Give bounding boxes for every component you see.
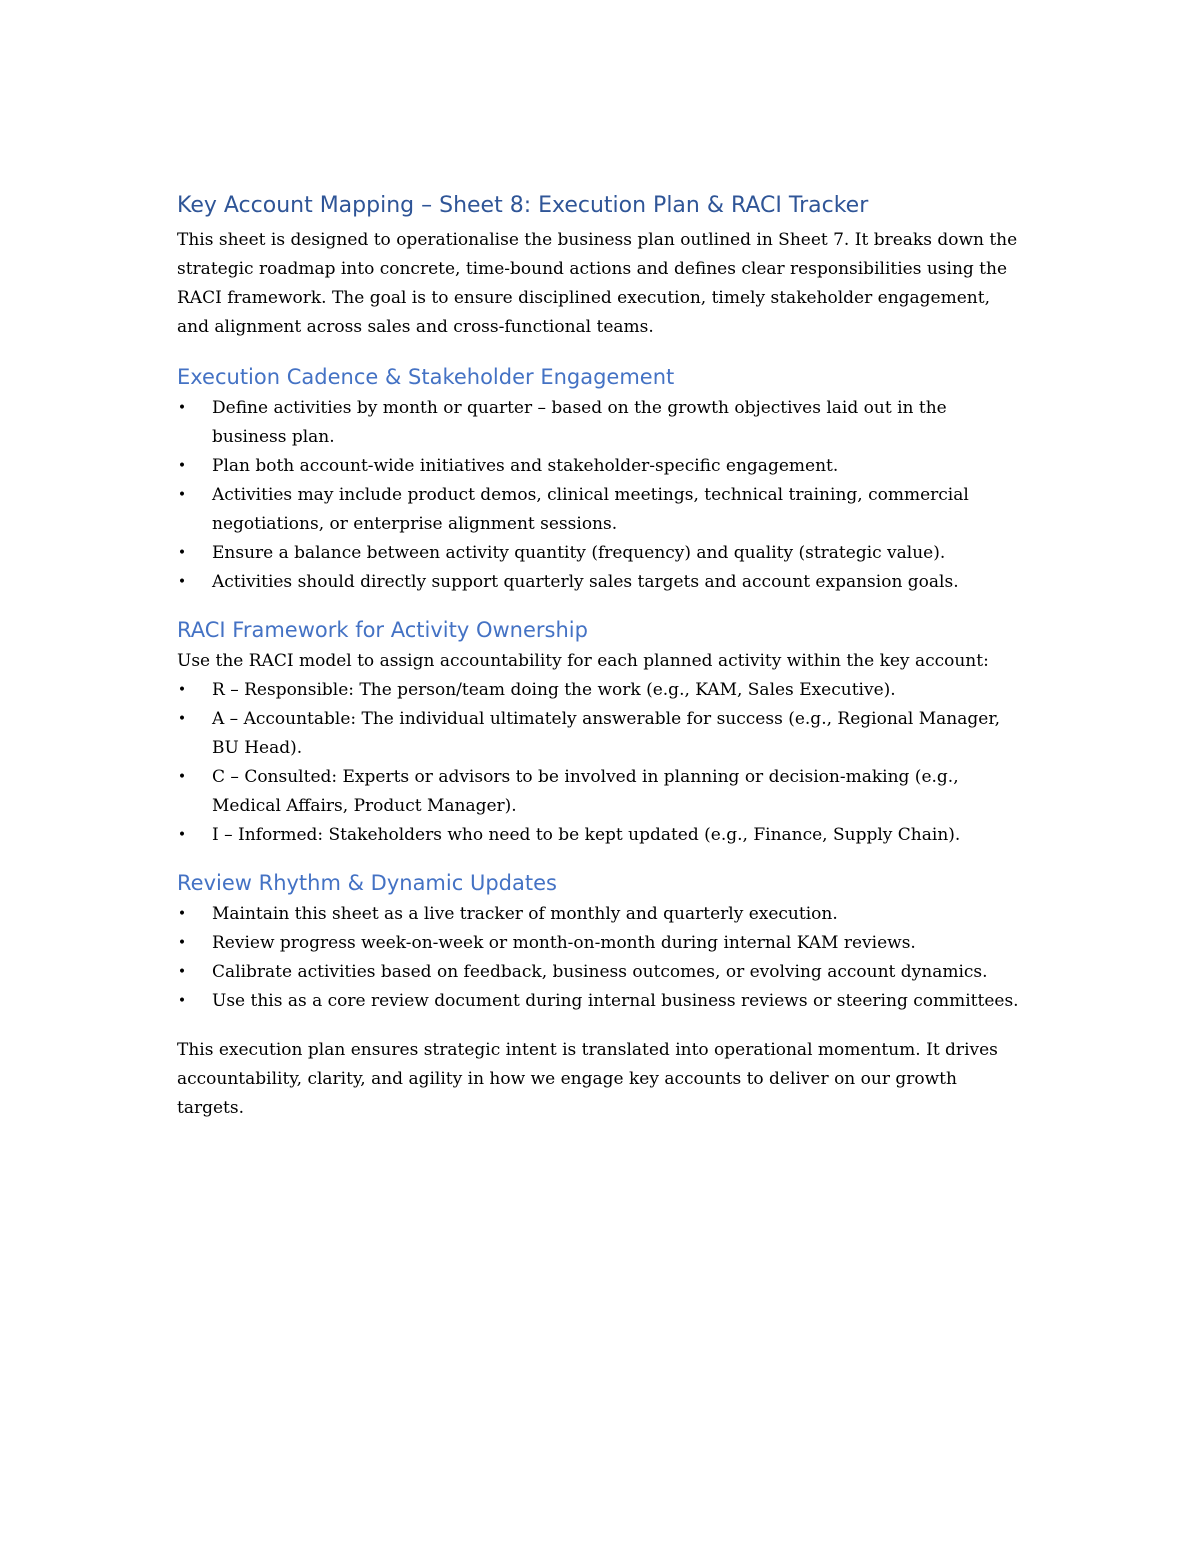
list-item bbox=[177, 568, 1022, 597]
bullet-icon: • bbox=[177, 935, 187, 951]
list-item bbox=[177, 958, 1022, 987]
section-execution-cadence bbox=[177, 362, 1022, 597]
list-item bbox=[177, 705, 1022, 763]
bullet-icon: • bbox=[177, 711, 187, 727]
list-item-text: Plan both account-wide initiatives and stakeholder-specific engagement. bbox=[212, 456, 839, 476]
list-item bbox=[177, 452, 1022, 481]
bullet-list bbox=[177, 394, 1022, 597]
section-intro-paragraph: Use the RACI model to assign accountability for each planned activity within the key account: bbox=[177, 651, 989, 671]
intro-paragraph: This sheet is designed to operationalise the business plan outlined in Sheet 7. It breaks down the strategic roadmap into concrete, time-bound actions and defines clear responsibilities using the RACI framework. The goal is to ensure disciplined execution, timely stakeholder engagement, and alignment across sales and cross-functional teams. bbox=[177, 230, 1018, 337]
bullet-icon: • bbox=[177, 400, 187, 416]
document-title: Key Account Mapping – Sheet 8: Execution Plan & RACI Tracker bbox=[177, 193, 869, 218]
list-item-text: A – Accountable: The individual ultimately answerable for success (e.g., Regional Manager, BU Head). bbox=[212, 709, 1000, 758]
bullet-list bbox=[177, 676, 1022, 850]
section-heading: Review Rhythm & Dynamic Updates bbox=[177, 871, 557, 895]
list-item-text: Activities should directly support quarterly sales targets and account expansion goals. bbox=[212, 572, 959, 592]
bullet-icon: • bbox=[177, 769, 187, 785]
closing-paragraph: This execution plan ensures strategic intent is translated into operational momentum. It drives accountability, clarity, and agility in how we engage key accounts to deliver on our growth targets. bbox=[177, 1040, 998, 1118]
bullet-icon: • bbox=[177, 964, 187, 980]
bullet-icon: • bbox=[177, 545, 187, 561]
list-item-text: Review progress week-on-week or month-on-month during internal KAM reviews. bbox=[212, 933, 916, 953]
list-item bbox=[177, 676, 1022, 705]
list-item-text: Maintain this sheet as a live tracker of monthly and quarterly execution. bbox=[212, 904, 838, 924]
section-heading: RACI Framework for Activity Ownership bbox=[177, 618, 588, 642]
bullet-icon: • bbox=[177, 574, 187, 590]
list-item bbox=[177, 987, 1022, 1016]
list-item-text: I – Informed: Stakeholders who need to be kept updated (e.g., Finance, Supply Chain). bbox=[212, 825, 961, 845]
list-item-text: Ensure a balance between activity quantity (frequency) and quality (strategic value). bbox=[212, 543, 946, 563]
list-item bbox=[177, 900, 1022, 929]
list-item-text: R – Responsible: The person/team doing the work (e.g., KAM, Sales Executive). bbox=[212, 680, 896, 700]
section-raci-framework bbox=[177, 615, 1022, 850]
bullet-icon: • bbox=[177, 487, 187, 503]
bullet-icon: • bbox=[177, 993, 187, 1009]
bullet-list bbox=[177, 900, 1022, 1016]
list-item-text: Activities may include product demos, clinical meetings, technical training, commercial negotiations, or enterprise alignment sessions. bbox=[212, 485, 969, 534]
list-item bbox=[177, 539, 1022, 568]
list-item bbox=[177, 821, 1022, 850]
bullet-icon: • bbox=[177, 906, 187, 922]
bullet-icon: • bbox=[177, 827, 187, 843]
document-body bbox=[177, 190, 1022, 1123]
bullet-icon: • bbox=[177, 682, 187, 698]
list-item-text: Use this as a core review document during internal business reviews or steering committees. bbox=[212, 991, 1019, 1011]
list-item-text: Define activities by month or quarter – based on the growth objectives laid out in the business plan. bbox=[212, 398, 947, 447]
list-item bbox=[177, 763, 1022, 821]
list-item bbox=[177, 394, 1022, 452]
list-item bbox=[177, 929, 1022, 958]
section-review-rhythm bbox=[177, 868, 1022, 1016]
list-item-text: C – Consulted: Experts or advisors to be involved in planning or decision-making (e.g., Medical Affairs, Product Manager). bbox=[212, 767, 959, 816]
list-item-text: Calibrate activities based on feedback, business outcomes, or evolving account dynamics. bbox=[212, 962, 988, 982]
section-heading: Execution Cadence & Stakeholder Engagement bbox=[177, 365, 675, 389]
bullet-icon: • bbox=[177, 458, 187, 474]
list-item bbox=[177, 481, 1022, 539]
